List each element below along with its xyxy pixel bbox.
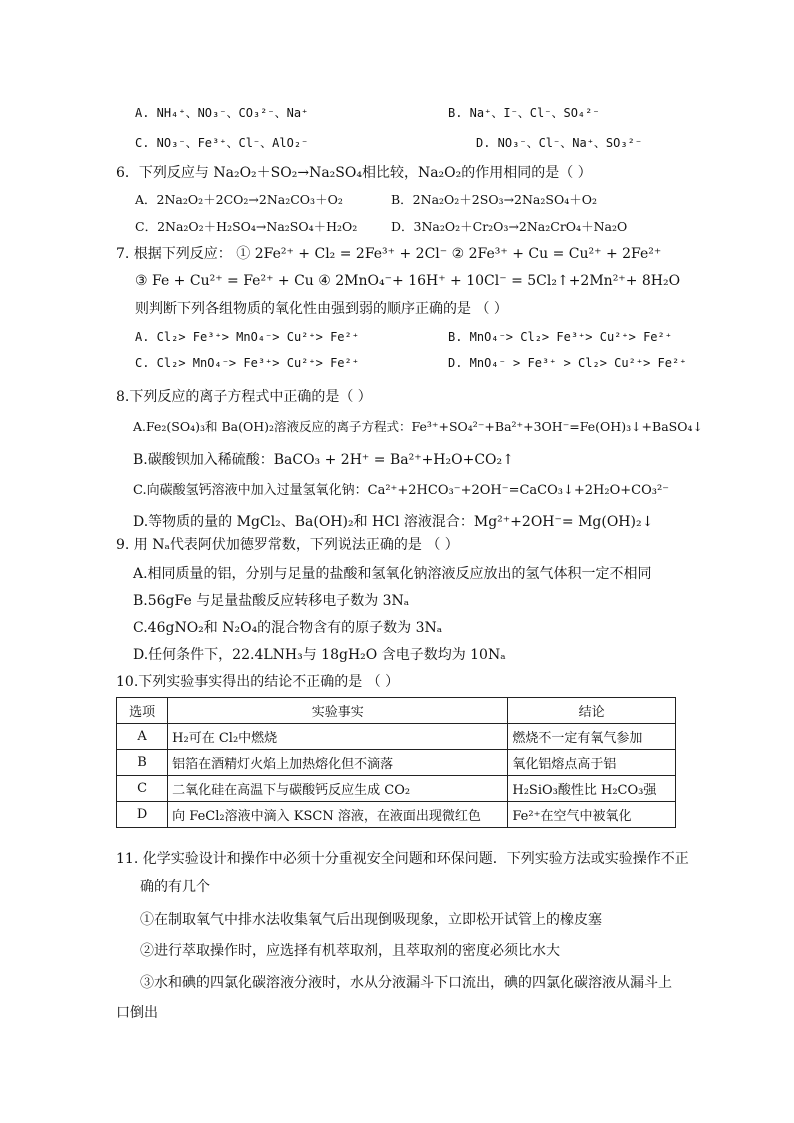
q7-option-b: B. MnO₄⁻> Cl₂> Fe³⁺> Cu²⁺> Fe²⁺ [448,330,672,344]
header-fact: 实验事实 [168,698,508,724]
q7-option-d: D. MnO₄⁻ > Fe³⁺ > Cl₂> Cu²⁺> Fe²⁺ [448,356,687,370]
row-conclusion: H₂SiO₃酸性比 H₂CO₃强 [508,776,676,802]
row-label: A [117,724,168,750]
q9-option-a: A.相同质量的铝，分别与足量的盐酸和氢氧化钠溶液反应放出的氢气体积一定不相同 [133,566,652,582]
header-conclusion: 结论 [508,698,676,724]
q6-stem: 6．下列反应与 Na₂O₂＋SO₂→Na₂SO₄相比较，Na₂O₂的作用相同的是（ ） [116,165,592,181]
q5-option-b: B. Na⁺、I⁻、Cl⁻、SO₄²⁻ [448,106,600,120]
row-label: C [117,776,168,802]
q5-option-c: C. NO₃⁻、Fe³⁺、Cl⁻、AlO₂⁻ [135,136,309,150]
table-row [117,724,676,750]
q7-option-c: C. Cl₂> MnO₄⁻> Fe³⁺> Cu²⁺> Fe²⁺ [135,356,359,370]
q9-option-d: D.任何条件下，22.4LNH₃与 18gH₂O 含电子数均为 10Nₐ [133,647,506,663]
q11-item-1: ①在制取氧气中排水法收集氧气后出现倒吸现象，立即松开试管上的橡皮塞 [140,912,602,928]
q8-option-b: B.碳酸钡加入稀硫酸：BaCO₃ + 2H⁺ = Ba²⁺+H₂O+CO₂↑ [133,452,514,468]
q6-option-b: B．2Na₂O₂＋2SO₃→2Na₂SO₄＋O₂ [391,192,597,207]
q6-option-a: A．2Na₂O₂＋2CO₂→2Na₂CO₃＋O₂ [135,192,343,207]
row-fact: 二氧化硅在高温下与碳酸钙反应生成 CO₂ [168,776,508,802]
q9-stem: 9. 用 Nₐ代表阿伏加德罗常数，下列说法正确的是 （ ） [116,537,459,553]
q11-stem-cont: 确的有几个 [140,879,210,895]
row-label: B [117,750,168,776]
table-row [117,776,676,802]
row-fact: H₂可在 Cl₂中燃烧 [168,724,508,750]
row-conclusion: 氧化铝熔点高于铝 [508,750,676,776]
q5-option-a: A. NH₄⁺、NO₃⁻、CO₃²⁻、Na⁺ [135,106,309,120]
q7-question: 则判断下列各组物质的氧化性由强到弱的顺序正确的是 （ ） [135,301,508,317]
q11-item-2: ②进行萃取操作时，应选择有机萃取剂，且萃取剂的密度必须比水大 [140,943,560,959]
q7-reactions-line2: ③ Fe + Cu²⁺ = Fe²⁺ + Cu ④ 2MnO₄⁻+ 16H⁺ + 10Cl⁻ = 5Cl₂↑+2Mn²⁺+ 8H₂O [135,273,681,289]
q11-item-3: ③水和碘的四氯化碳溶液分液时，水从分液漏斗下口流出，碘的四氯化碳溶液从漏斗上 [140,975,672,991]
q10-stem: 10.下列实验事实得出的结论不正确的是 （ ） [116,674,400,690]
row-conclusion: Fe²⁺在空气中被氧化 [508,802,676,828]
q5-option-d: D. NO₃⁻、Cl⁻、Na⁺、SO₃²⁻ [476,136,643,150]
q9-option-b: B.56gFe 与足量盐酸反应转移电子数为 3Nₐ [133,593,410,609]
q11-stem: 11. 化学实验设计和操作中必须十分重视安全问题和环保问题．下列实验方法或实验操作不正 [116,851,689,867]
q6-option-d: D．3Na₂O₂＋Cr₂O₃→2Na₂CrO₄＋Na₂O [391,219,628,234]
q8-option-a: A.Fe₂(SO₄)₃和 Ba(OH)₂溶液反应的离子方程式：Fe³⁺+SO₄²⁻+Ba²⁺+3OH⁻=Fe(OH)₃↓+BaSO₄↓ [133,419,703,434]
row-fact: 向 FeCl₂溶液中滴入 KSCN 溶液，在液面出现微红色 [168,802,508,828]
q6-option-c: C．2Na₂O₂＋H₂SO₄→Na₂SO₄＋H₂O₂ [135,219,358,234]
row-fact: 铝箔在酒精灯火焰上加热熔化但不滴落 [168,750,508,776]
q10-table [116,697,676,828]
header-option: 选项 [117,698,168,724]
q8-option-c: C.向碳酸氢钙溶液中加入过量氢氧化钠：Ca²⁺+2HCO₃⁻+2OH⁻=CaCO₃↓+2H₂O+CO₃²⁻ [133,483,670,498]
table-row [117,750,676,776]
row-conclusion: 燃烧不一定有氧气参加 [508,724,676,750]
q7-stem: 7. 根据下列反应： ① 2Fe²⁺ + Cl₂ = 2Fe³⁺ + 2Cl⁻ ② 2Fe³⁺ + Cu = Cu²⁺ + 2Fe²⁺ [116,246,662,262]
q7-option-a: A. Cl₂> Fe³⁺> MnO₄⁻> Cu²⁺> Fe²⁺ [135,330,359,344]
table-row [117,802,676,828]
row-label: D [117,802,168,828]
q8-option-d: D.等物质的量的 MgCl₂、Ba(OH)₂和 HCl 溶液混合：Mg²⁺+2OH⁻= Mg(OH)₂↓ [133,514,654,530]
table-header-row [117,698,676,724]
q9-option-c: C.46gNO₂和 N₂O₄的混合物含有的原子数为 3Nₐ [133,620,443,636]
q11-item-3-cont: 口倒出 [116,1005,158,1021]
q8-stem: 8.下列反应的离子方程式中正确的是（ ） [116,389,372,405]
